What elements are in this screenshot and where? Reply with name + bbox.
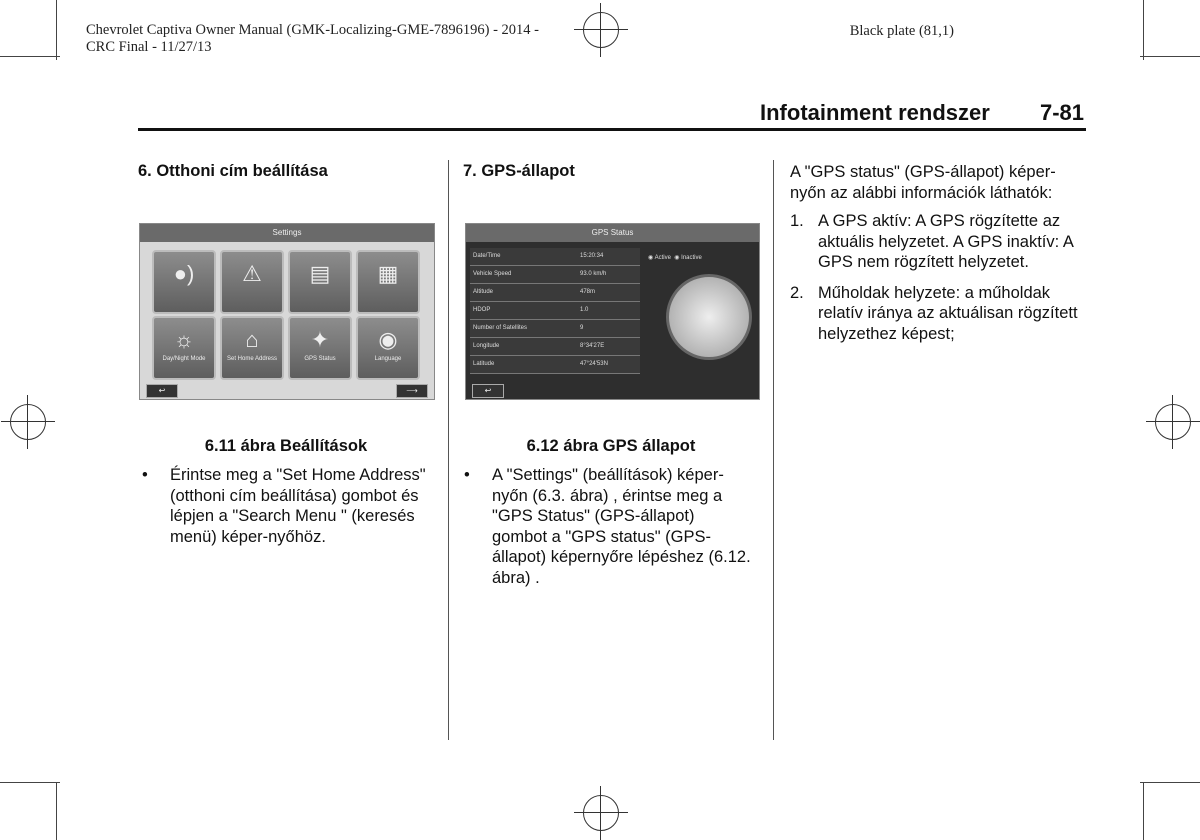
screen-title: GPS Status [466,224,759,242]
gps-row: Altitude 478m [470,284,640,302]
crop-mark [1143,0,1144,60]
col2-bullet [464,465,754,588]
back-arrow-icon: ↩ [472,384,504,398]
screen-tile [152,250,216,314]
gps-row: Longitude 8°34'27E [470,338,640,356]
registration-mark-icon [583,795,619,831]
print-header-line2: CRC Final - 11/27/13 [86,39,212,55]
audio-icon: ●) [173,261,195,286]
print-header-line1: Chevrolet Captiva Owner Manual (GMK-Localizing-GME-7896196) - 2014 - [86,22,540,38]
col3-intro: A "GPS status" (GPS-állapot) képer-nyőn az alábbi információk láthatók: [790,163,1056,202]
crop-mark [1140,56,1200,57]
screen-tile: ◉ Language [356,316,420,380]
col1-bullet [142,465,437,547]
gps-legend: ◉ Active ◉ Inactive [648,255,702,261]
header-rule [138,128,1086,131]
column-3 [790,162,1090,354]
column-2 [463,161,763,182]
col1-heading: 6. Otthoni cím beállítása [138,162,328,180]
crop-mark [1143,782,1144,840]
gps-row: Date/Time 15:20:34 [470,248,640,266]
screen-tile [356,250,420,314]
column-divider [773,160,774,740]
screen-tile [288,250,352,314]
gps-row: HDOP 1.0 [470,302,640,320]
settings-screenshot [139,223,435,400]
crop-mark [0,782,60,783]
list-item: 2. Műholdak helyzete: a műholdak relatív iránya az aktuálisan rögzített helyzethez képest; [790,283,1078,343]
registration-mark-icon [1155,404,1191,440]
gps-row: Latitude 47°24'53N [470,356,640,374]
col1-bullet-text: Érintse meg a "Set Home Address" (otthoni cím beállítása) gombot és lépjen a "Search Menu " (keresés menü) képer-nyőhöz. [170,466,426,546]
screen-tile [220,250,284,314]
col2-heading: 7. GPS-állapot [463,162,575,180]
language-icon: ◉ [378,327,398,352]
warning-icon: ⚠ [242,261,262,286]
column-divider [448,160,449,740]
crop-mark [1140,782,1200,783]
gps-row: Number of Satellites 9 [470,320,640,338]
back-arrow-icon: ↩ [146,384,178,398]
gps-status-screenshot [465,223,760,400]
screen-tile: ✦ GPS Status [288,316,352,380]
plate-label: Black plate (81,1) [849,23,954,39]
screen-tile: ⌂ Set Home Address [220,316,284,380]
gps-icon: ✦ [310,327,330,352]
print-header [86,22,539,56]
crop-mark [56,782,57,840]
calculator-icon: ▦ [377,261,399,286]
home-icon: ⌂ [245,327,259,352]
gps-row: Vehicle Speed 93.0 km/h [470,266,640,284]
bullet-icon: • [142,466,148,484]
registration-mark-icon [10,404,46,440]
satellite-radar [666,274,752,360]
col2-caption: 6.12 ábra GPS állapot [526,437,696,455]
screen-tile: ☼ Day/Night Mode [152,316,216,380]
column-1 [138,161,438,182]
page-number: 7-81 [1040,100,1085,125]
document-icon: ▤ [309,261,331,286]
list-item: 1. A GPS aktív: A GPS rögzítette az aktuális helyzetet. A GPS inaktív: A GPS nem rögzített helyzetet. [790,212,1073,271]
col2-bullet-text: A "Settings" (beállítások) képer-nyőn (6.3. ábra) , érintse meg a "GPS Status" (GPS-állapot) gombot a "GPS status" (GPS-állapot) képernyőre lépéshez (6.12. ábra) . [492,466,751,587]
bullet-icon: • [464,466,470,484]
section-title: Infotainment rendszer [760,100,990,125]
crop-mark [0,56,60,57]
day-night-icon: ☼ [173,327,195,352]
screen-title: Settings [140,224,434,242]
forward-arrow-icon: ⟶ [396,384,428,398]
crop-mark [56,0,57,60]
col1-caption: 6.11 ábra Beállítások [204,437,368,455]
registration-mark-icon [583,12,619,48]
